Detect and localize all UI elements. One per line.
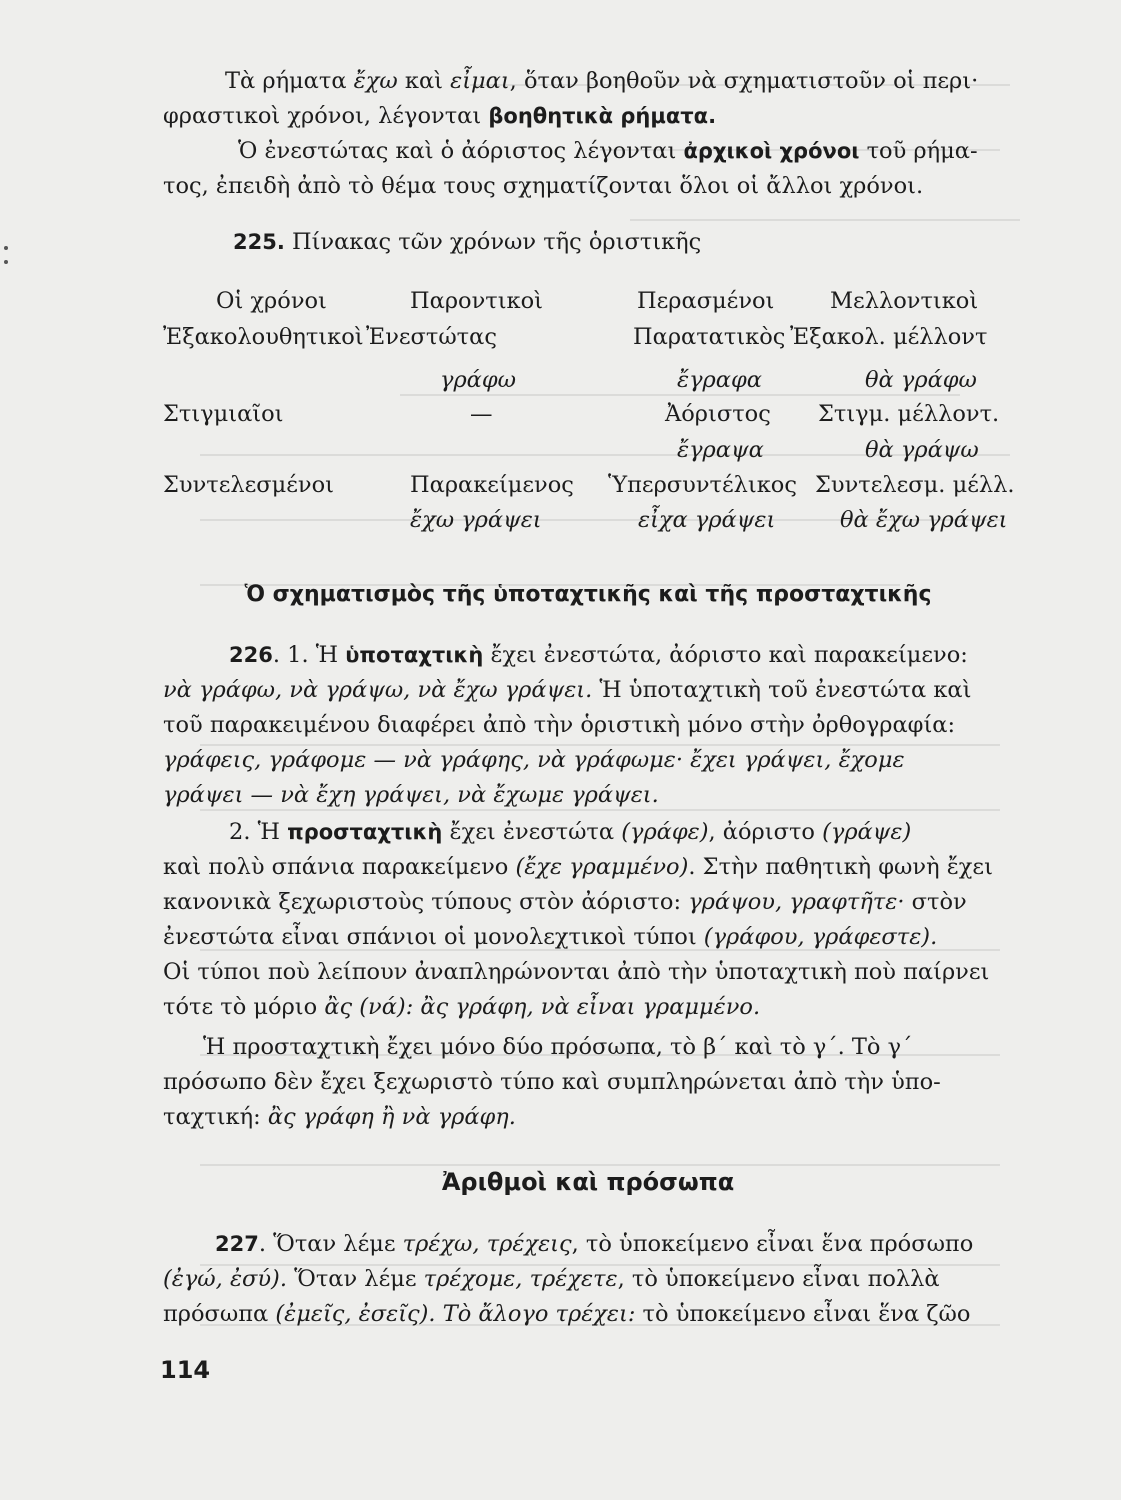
text-line: [163, 815, 1013, 850]
section-226-paragraph-1: [163, 638, 1013, 813]
text-run: ταχτική:: [163, 1104, 268, 1130]
table-cell: Ἐνεστώτας: [366, 324, 497, 350]
text-run: κανονικὰ ξεχωριστοὺς τύπους στὸν ἀόριστο:: [163, 889, 689, 915]
text-run: καὶ: [397, 68, 451, 94]
text-line: Οἱ τύποι ποὺ λείπουν ἀναπληρώνονται ἀπὸ τὴν ὑποταχτικὴ ποὺ παίρνει: [163, 959, 990, 985]
text-run: Ἡ ὑποταχτικὴ τοῦ ἐνεστώτα καὶ: [592, 677, 972, 703]
section-225-title: [163, 225, 1013, 260]
text-run: φραστικοὶ χρόνοι, λέγονται: [163, 103, 489, 129]
text-run: τὸ ὑποκείμενο εἶναι ἕνα ζῶο: [635, 1301, 971, 1327]
section-title: Πίνακας τῶν χρόνων τῆς ὁριστικῆς: [284, 229, 702, 255]
text-line: [163, 673, 1013, 708]
text-line: [163, 920, 1013, 955]
section-226-paragraph-3: [163, 1030, 1013, 1135]
italic-term: (ἔχε γραμμένο): [515, 854, 689, 880]
bold-term: ὑποταχτικὴ: [345, 643, 484, 667]
table-cell: Παρακείμενος: [410, 472, 574, 498]
table-example: ἔγραψα: [677, 437, 764, 463]
text-line: [163, 99, 1013, 134]
text-run: τότε τὸ μόριο: [163, 994, 325, 1020]
text-run: , τὸ ὑποκείμενο εἶναι πολλὰ: [617, 1266, 940, 1292]
text-line: [163, 990, 1013, 1025]
text-line: [163, 850, 1013, 885]
text-line: [163, 64, 1013, 99]
heading-subjunctive-imperative: Ὁ σχηματισμὸς τῆς ὑποταχτικῆς καὶ τῆς προσταχτικῆς: [244, 582, 932, 607]
table-row-label: Στιγμιαῖοι: [163, 401, 284, 427]
paragraph-auxiliary-verbs: [163, 64, 1013, 134]
text-run: 2. Ἡ: [229, 819, 288, 845]
text-run: ἐνεστώτα εἶναι σπάνιοι οἱ μονολεχτικοὶ τύποι: [163, 924, 704, 950]
text-run: , ὅταν βοηθοῦν νὰ σχηματιστοῦν οἱ περι·: [509, 68, 979, 94]
italic-term: (γράψε): [822, 819, 912, 845]
table-example: γράφω: [440, 367, 516, 393]
bold-term: προσταχτικὴ: [287, 820, 443, 844]
italic-term: ἂς γράφη ἢ νὰ γράφη.: [267, 1104, 516, 1130]
text-line: [163, 1100, 1013, 1135]
table-cell: Στιγμ. μέλλοντ.: [818, 401, 1000, 427]
heading-numbers-and-persons: Ἀριθμοὶ καὶ πρόσωπα: [441, 1168, 735, 1196]
table-example: θὰ ἔχω γράψει: [840, 507, 1008, 533]
italic-term: τρέχω, τρέχεις: [402, 1231, 572, 1257]
section-number: 226: [229, 643, 273, 667]
text-run: Τὰ ρήματα: [225, 68, 354, 94]
italic-term: τρέχομε, τρέχετε: [423, 1266, 618, 1292]
italic-term: ἔχω: [353, 68, 398, 94]
text-run: ἔχει ἐνεστώτα, ἀόριστο καὶ παρακείμενο:: [483, 642, 968, 668]
italic-term: (γράφου, γράφεστε).: [703, 924, 938, 950]
text-run: Ὁ ἐνεστώτας καὶ ὁ ἀόριστος λέγονται: [238, 138, 684, 164]
text-run: , τὸ ὑποκείμενο εἶναι ἕνα πρόσωπο: [571, 1231, 974, 1257]
text-line: τος, ἐπειδὴ ἀπὸ τὸ θέμα τους σχηματίζονται ὅλοι οἱ ἄλλοι χρόνοι.: [163, 173, 924, 199]
italic-term: (ἐγώ, ἐσύ).: [163, 1266, 287, 1292]
section-226-paragraph-2: [163, 815, 1013, 1025]
italic-term: (νά): ἂς γράφη, νὰ εἶναι γραμμένο.: [352, 994, 761, 1020]
table-cell: Παρατατικὸς: [633, 324, 786, 350]
text-line: [163, 1262, 1013, 1297]
text-run: . Ὅταν λέμε: [258, 1231, 403, 1257]
table-row-label: Συντελεσμένοι: [163, 472, 334, 498]
text-run: . Στὴν παθητικὴ φωνὴ ἔχει: [688, 854, 993, 880]
section-227-paragraph: [163, 1227, 1013, 1332]
table-cell: Συντελεσμ. μέλλ.: [815, 472, 1015, 498]
italic-term: γράψου, γραφτῆτε·: [688, 889, 905, 915]
text-line: γράψει — νὰ ἔχη γράψει, νὰ ἔχωμε γράψει.: [163, 782, 659, 808]
text-line: γράφεις, γράφομε — νὰ γράφης, νὰ γράφωμε· ἔχει γράψει, ἔχομε: [163, 747, 905, 773]
table-example: ἔχω γράψει: [410, 507, 542, 533]
text-run: στὸν: [904, 889, 967, 915]
text-line: τοῦ παρακειμένου διαφέρει ἀπὸ τὴν ὁριστικὴ μόνο στὴν ὀρθογραφία:: [163, 712, 956, 738]
table-example: εἶχα γράψει: [638, 507, 776, 533]
text-line: [163, 1297, 1013, 1332]
table-header-cell: Περασμένοι: [637, 288, 775, 314]
text-run: καὶ πολὺ σπάνια παρακείμενο: [163, 854, 516, 880]
table-cell: Ὑπερσυντέλικος: [608, 472, 797, 498]
bold-term: ἀρχικοὶ χρόνοι: [683, 139, 860, 163]
table-header-cell: Οἱ χρόνοι: [216, 288, 327, 314]
italic-term: (ἐμεῖς, ἐσεῖς). Τὸ ἄλογο τρέχει:: [275, 1301, 636, 1327]
table-header-cell: Παροντικοὶ: [410, 288, 543, 314]
text-run: Ὅταν λέμε: [287, 1266, 424, 1292]
table-example: ἔγραφα: [677, 367, 762, 393]
table-header-cell: Μελλοντικοὶ: [830, 288, 979, 314]
text-line: [163, 885, 1013, 920]
italic-term: ἂς: [324, 994, 353, 1020]
section-number: 227: [215, 1232, 259, 1256]
table-example: θὰ γράφω: [865, 367, 977, 393]
text-line: [163, 638, 1013, 673]
page-number: 114: [160, 1356, 211, 1384]
table-row-label: Ἐξακολουθητικοὶ: [163, 324, 364, 350]
text-run: τοῦ ρήμα-: [859, 138, 978, 164]
bold-term: βοηθητικὰ ρήματα.: [488, 104, 717, 128]
text-line: [163, 1227, 1013, 1262]
italic-term: εἶμαι: [450, 68, 510, 94]
text-run: πρόσωπα: [163, 1301, 276, 1327]
paragraph-primary-tenses: [163, 134, 1013, 204]
section-number: 225.: [233, 230, 285, 254]
text-line: πρόσωπο δὲν ἔχει ξεχωριστὸ τύπο καὶ συμπληρώνεται ἀπὸ τὴν ὑπο-: [163, 1069, 941, 1095]
text-line: Ἡ προσταχτικὴ ἔχει μόνο δύο πρόσωπα, τὸ β´ καὶ τὸ γ´. Τὸ γ´: [203, 1034, 913, 1060]
text-run: . 1. Ἡ: [272, 642, 346, 668]
table-cell: Ἀόριστος: [665, 401, 771, 427]
italic-term: νὰ γράφω, νὰ γράψω, νὰ ἔχω γράψει.: [163, 677, 593, 703]
table-cell: Ἐξακολ. μέλλοντ: [790, 324, 988, 350]
table-cell: —: [470, 401, 493, 427]
table-example: θὰ γράψω: [865, 437, 979, 463]
text-line: [163, 134, 1013, 169]
italic-term: (γράφε): [621, 819, 709, 845]
text-run: ἔχει ἐνεστώτα: [442, 819, 622, 845]
text-run: , ἀόριστο: [708, 819, 823, 845]
text-line: [163, 225, 1013, 260]
